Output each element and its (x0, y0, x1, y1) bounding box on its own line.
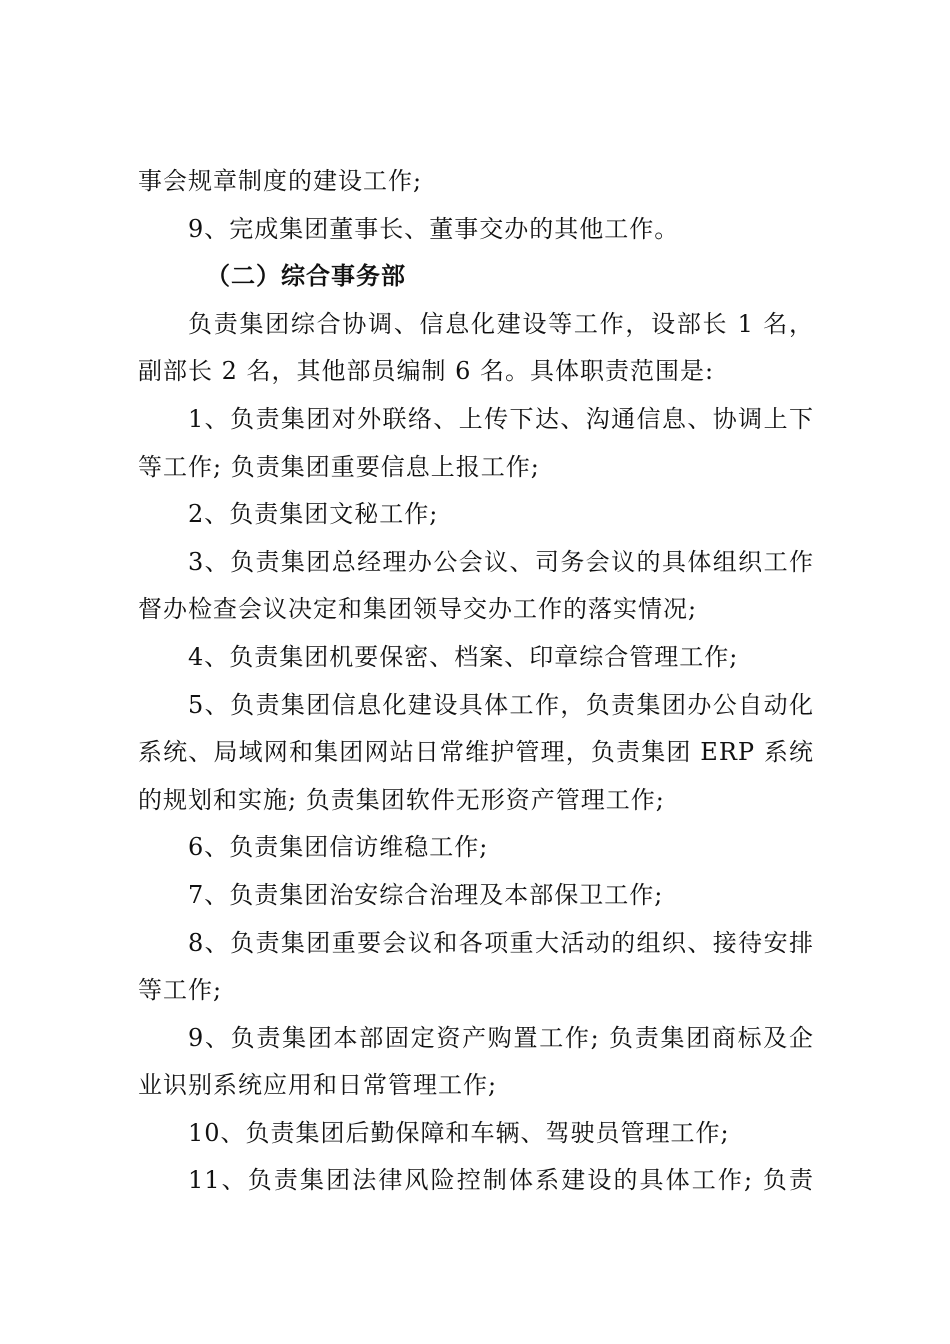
text-line: 9、负责集团本部固定资产购置工作; 负责集团商标及企 (188, 1023, 814, 1052)
text-line: 9、完成集团董事长、董事交办的其他工作。 (188, 214, 680, 243)
text-line: 督办检查会议决定和集团领导交办工作的落实情况; (138, 595, 698, 624)
text-line: 负责集团综合协调、信息化建设等工作，设部长 1 名， (188, 309, 814, 338)
document-body (138, 158, 814, 1205)
text-line: 4、负责集团机要保密、档案、印章综合管理工作; (188, 642, 739, 671)
text-line: 2、负责集团文秘工作; (188, 500, 439, 529)
text-line: 业识别系统应用和日常管理工作; (138, 1071, 498, 1100)
text-line: 8、负责集团重要会议和各项重大活动的组织、接待安排 (188, 928, 814, 957)
text-line: 6、负责集团信访维稳工作; (188, 833, 489, 862)
text-line: 1、负责集团对外联络、上传下达、沟通信息、协调上下 (188, 404, 814, 433)
text-line: 的规划和实施; 负责集团软件无形资产管理工作; (138, 785, 665, 814)
text-line: 3、负责集团总经理办公会议、司务会议的具体组织工作 (188, 547, 814, 576)
text-line: 等工作; (138, 976, 223, 1005)
text-line: 7、负责集团治安综合治理及本部保卫工作; (188, 880, 664, 909)
text-line: 10、负责集团后勤保障和车辆、驾驶员管理工作; (188, 1118, 730, 1147)
text-line: 系统、局域网和集团网站日常维护管理，负责集团 ERP 系统 (138, 738, 814, 767)
text-line: 11、负责集团法律风险控制体系建设的具体工作; 负责 (188, 1166, 814, 1195)
text-line: 5、负责集团信息化建设具体工作，负责集团办公自动化 (188, 690, 814, 719)
section-heading: （二）综合事务部 (206, 262, 406, 291)
text-line: 事会规章制度的建设工作; (138, 167, 423, 195)
text-line: 副部长 2 名，其他部员编制 6 名。具体职责范围是: (138, 357, 715, 386)
text-line: 等工作; 负责集团重要信息上报工作; (138, 452, 540, 481)
